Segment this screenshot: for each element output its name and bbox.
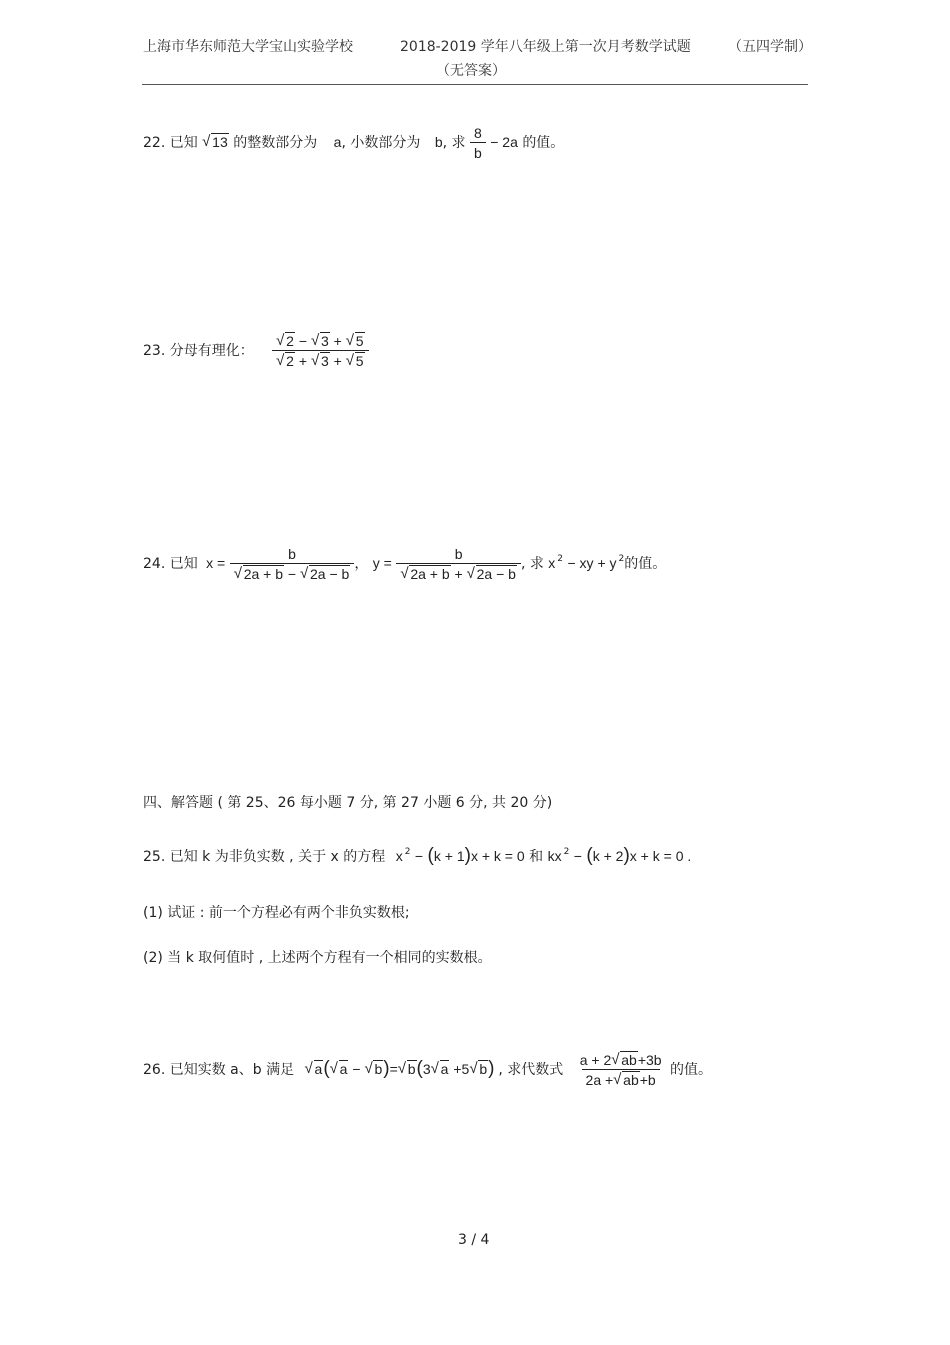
q26-fraction: $\frac{a + 2√ ab+3b}{2a +√ ab+b}$ xyxy=(576,1052,666,1088)
header-school: 上海市华东师范大学宝山实验学校 xyxy=(143,39,353,55)
header-note: （无答案） xyxy=(436,63,506,79)
question-23 xyxy=(143,333,369,369)
page-number: 3 / 4 xyxy=(458,1232,490,1248)
q25-part-2: (2) 当 k 取何值时 , 上述两个方程有一个相同的实数根。 xyxy=(143,950,492,966)
q26-lead: 26. 已知实数 a、b 满足 xyxy=(143,1062,295,1078)
q22-lead: 22. 已知 xyxy=(143,135,198,151)
header-school-system: （五四学制） xyxy=(728,39,812,55)
q22-fraction: $\frac{8}{b}$ xyxy=(470,125,486,161)
question-24: 24. 已知 x = b √ 2a + b − √ 2a − b ， y = b √ 2a + b + √ 2a − b , 求 x $^2$ − xy + y $^2$的值。 xyxy=(143,546,666,582)
q24-x-fraction: b √ 2a + b − √ 2a − b xyxy=(230,546,355,582)
header-exam-title: 2018-2019 学年八年级上第一次月考数学试题 xyxy=(400,39,691,55)
q24-lead: 24. 已知 xyxy=(143,556,198,572)
question-22: 22. 已知 √ 13 的整数部分为 a, 小数部分为 b, 求 $\frac{8}{b}$ − 2a 的值。 xyxy=(143,125,564,161)
q23-lead: 23. 分母有理化： xyxy=(143,343,254,359)
q26-equation: √ a(√ a − √ b)=√ b(3√ a +5√ b) xyxy=(305,1061,499,1077)
q22-sqrt: √ 13 xyxy=(202,134,229,150)
section-4-title: 四、解答题 ( 第 25、26 每小题 7 分, 第 27 小题 6 分, 共 20 分) xyxy=(143,795,553,811)
q25-part-1: (1) 试证 : 前一个方程必有两个非负实数根; xyxy=(143,905,410,921)
header-divider xyxy=(142,84,808,85)
question-25: 25. 已知 k 为非负实数 , 关于 x 的方程 x $^2$ − (k + 1)x + k = 0 和 kx $^2$ − (k + 2)x + k = 0 . xyxy=(143,845,692,866)
question-26: 26. 已知实数 a、b 满足 √ a(√ a − √ b)=√ b(3√ a +5√ b) , 求代数式 $\frac{a + 2√ ab+3b}{2a +√ ab+b}$ 的值。 xyxy=(143,1052,712,1088)
q24-y-fraction: b √ 2a + b + √ 2a − b xyxy=(396,546,521,582)
q25-lead: 25. 已知 k 为非负实数 , 关于 x 的方程 xyxy=(143,849,386,865)
q23-fraction: √ 2 − √ 3 + √ 5 √ 2 + √ 3 + √ 5 xyxy=(272,333,368,369)
